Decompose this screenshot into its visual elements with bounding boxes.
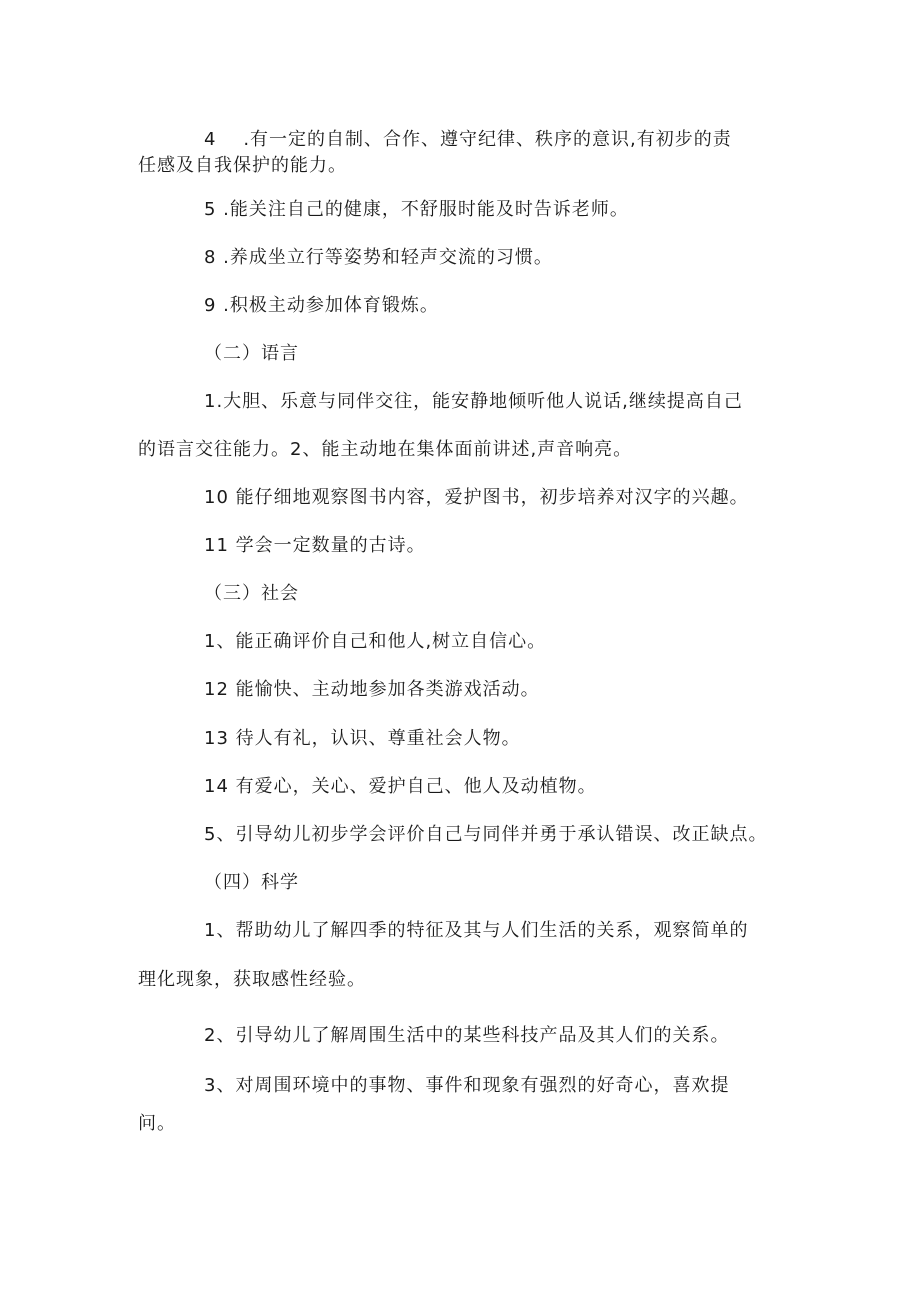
science-item-3-line-2: 问。 — [138, 1113, 176, 1134]
society-item-1-text: 1、能正确评价自己和他人,树立自信心。 — [204, 631, 547, 652]
society-item-12-text: 12 能愉快、主动地参加各类游戏活动。 — [204, 679, 540, 700]
science-item-3-line-1: 3、对周围环境中的事物、事件和现象有强烈的好奇心，喜欢提 — [204, 1075, 730, 1096]
section-heading-language: （二）语言 — [204, 343, 299, 364]
science-item-1-line-1: 1、帮助幼儿了解四季的特征及其与人们生活的关系，观察简单的 — [204, 920, 749, 941]
section-heading-science: （四）科学 — [204, 872, 299, 893]
item-9-text: 9 .积极主动参加体育锻炼。 — [204, 295, 439, 316]
society-item-14-text: 14 有爱心，关心、爱护自己、他人及动植物。 — [204, 776, 597, 797]
language-item-1-line-1: 1.大胆、乐意与同伴交往，能安静地倾听他人说话,继续提高自己 — [204, 391, 743, 412]
item-4-line-1: 4 .有一定的自制、合作、遵守纪律、秩序的意识,有初步的责 — [204, 129, 732, 150]
language-item-1-line-2: 的语言交往能力。2、能主动地在集体面前讲述,声音响亮。 — [138, 439, 633, 460]
society-item-5-text: 5、引导幼儿初步学会评价自己与同伴并勇于承认错误、改正缺点。 — [204, 824, 768, 845]
item-5-text: 5 .能关注自己的健康，不舒服时能及时告诉老师。 — [204, 199, 629, 220]
society-item-13-text: 13 待人有礼，认识、尊重社会人物。 — [204, 728, 521, 749]
language-item-11-text: 11 学会一定数量的古诗。 — [204, 535, 426, 556]
item-8-text: 8 .养成坐立行等姿势和轻声交流的习惯。 — [204, 247, 553, 268]
science-item-1-line-2: 理化现象，获取感性经验。 — [138, 969, 366, 990]
science-item-2-text: 2、引导幼儿了解周围生活中的某些科技产品及其人们的关系。 — [204, 1025, 730, 1046]
section-heading-society: （三）社会 — [204, 583, 299, 604]
language-item-10-text: 10 能仔细地观察图书内容，爱护图书，初步培养对汉字的兴趣。 — [204, 487, 749, 508]
item-4-line-2: 任感及自我保护的能力。 — [138, 155, 347, 176]
